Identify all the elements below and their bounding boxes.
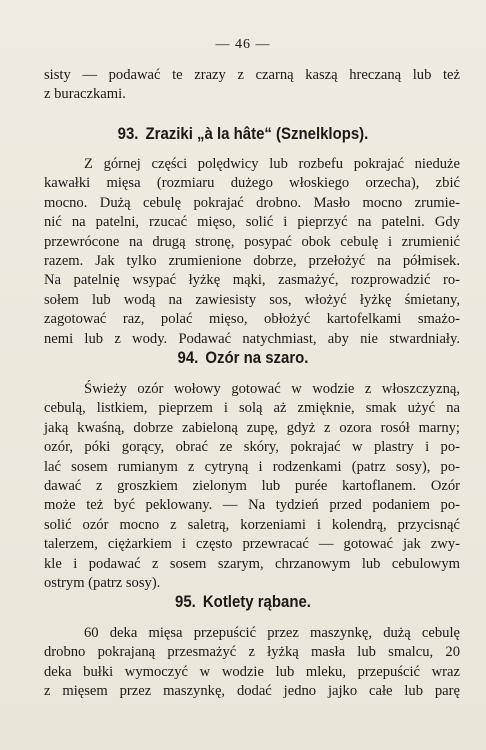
text-line: jaką kwaśną, dobrze zabieloną zupę, gdyż z ozora rosół marny; xyxy=(44,419,460,436)
text-line: ostrym (patrz sosy). xyxy=(44,574,161,591)
text-line: ozór, póki gorący, obrać ze skóry, pokrajać w plastry i po- xyxy=(44,439,460,456)
text-line: drobno pokrajaną przesmażyć z łyżką masła lub smalcu, 20 xyxy=(44,644,460,661)
text-line: może też być peklowany. — Na tydzień przed podaniem po- xyxy=(44,497,460,514)
text-line: Z górnej części polędwicy lub rozbefu pokrajać nieduże xyxy=(84,156,460,172)
text-line: solić ozór mocno z saletrą, korzeniami i kolendrą, przycisnąć xyxy=(44,516,460,533)
recipe-number: 95. xyxy=(175,592,196,611)
text-line: z mięsem przez maszynkę, dodać jedno jajko całe lub parę xyxy=(44,683,460,700)
recipe-93-body xyxy=(44,155,460,349)
recipe-95-body xyxy=(44,624,460,702)
recipe-94-body xyxy=(44,380,460,593)
text-line: Świeży ozór wołowy gotować w wodzie z włoszczyzną, xyxy=(84,381,460,397)
recipe-94-heading xyxy=(29,348,457,368)
recipe-title: Kotlety rąbane. xyxy=(202,592,311,611)
text-line: zagotować raz, polać mięso, obłożyć kartofelkami smażo- xyxy=(44,311,460,328)
text-line: sołem lub wodą na zawiesisty sos, włożyć łyżkę śmietany, xyxy=(44,291,460,308)
page-number: — 46 — xyxy=(215,37,271,52)
text-line: kawałki mięsa (rozmiaru dużego włoskiego orzecha), zbić xyxy=(44,175,460,192)
text-line: cebulą, listkiem, pieprzem i solą aż zmięknie, smak użyć na xyxy=(44,400,460,417)
text-line: z buraczkami. xyxy=(44,86,126,103)
text-line: razem. Jak tylko zrumienione dobrze, przełożyć na półmisek. xyxy=(44,252,460,269)
text-line: 60 deka mięsa przepuścić przez maszynkę, dużą cebulę xyxy=(84,625,460,641)
text-line: nić na patelni, rzucać mięso, solić i pieprzyć na patelni. Gdy xyxy=(44,214,460,231)
text-line: mocno. Dużą cebulę pokrajać drobno. Masło mocno zrumie- xyxy=(44,194,460,211)
recipe-number: 93. xyxy=(117,124,139,143)
text-line: Na patelnię wsypać łyżkę mąki, zasmażyć, rozprowadzić ro- xyxy=(44,272,460,289)
text-line: sisty — podawać te zrazy z czarną kaszą hreczaną lub też xyxy=(44,67,460,83)
text-line: nemi lub z wody. Podawać natychmiast, aby nie stwardniały. xyxy=(44,330,460,347)
intro-paragraph xyxy=(44,66,460,105)
text-line: lać sosem rumianym z cytryną i rodzenkami (patrz sosy), po- xyxy=(44,458,460,475)
recipe-95-heading xyxy=(29,592,457,612)
recipe-title: Ozór na szaro. xyxy=(205,348,309,367)
text-line: talerzem, ciężarkiem i często przewracać — gotować jak zwy- xyxy=(44,536,460,553)
recipe-93-heading xyxy=(29,124,457,144)
recipe-number: 94. xyxy=(177,348,199,367)
recipe-title: Zraziki „à la hâte“ (Sznelklops). xyxy=(145,124,369,143)
text-line: kle i podawać z sosem szarym, chrzanowym lub cebulowym xyxy=(44,555,460,572)
text-line: dawać z groszkiem zielonym lub purée kartoflanem. Ozór xyxy=(44,477,460,494)
text-line: przewrócone na drugą stronę, posypać obok cebulę i zrumienić xyxy=(44,233,460,250)
text-line: deka bułki wymoczyć w wodzie lub mleku, przepuścić wraz xyxy=(44,663,460,680)
